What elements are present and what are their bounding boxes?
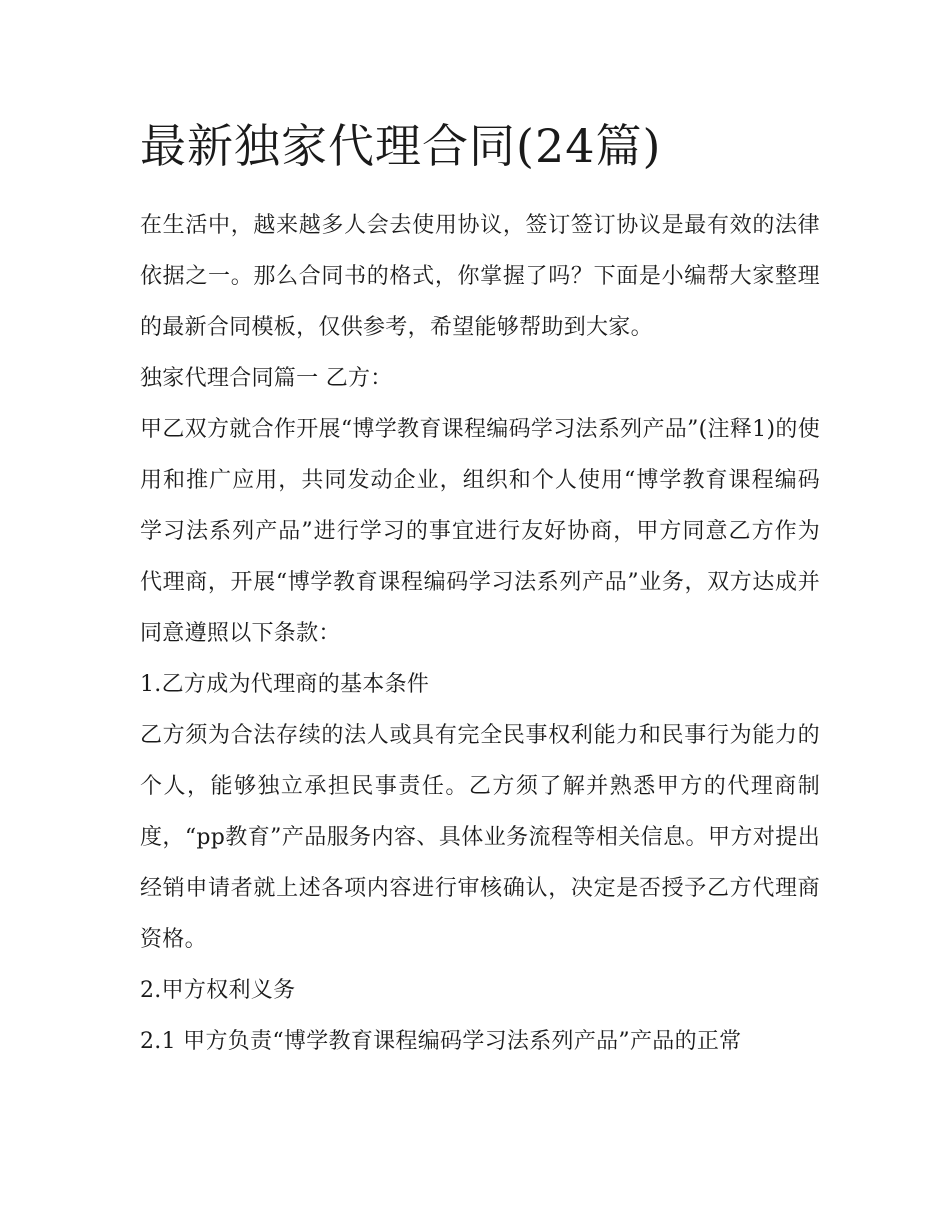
document-page — [140, 112, 820, 1067]
paragraph-section-heading: 独家代理合同篇一 乙方： — [140, 366, 393, 391]
document-body — [140, 200, 820, 1067]
clause-body-2-1: 2.1 甲方负责“博学教育课程编码学习法系列产品”产品的正常 — [140, 1029, 742, 1054]
paragraph-agreement: 甲乙双方就合作开展“博学教育课程编码学习法系列产品”(注释1)的使用和推广应用，共同发动企业，组织和个人使用“博学教育课程编码学习法系列产品”进行学习的事宜进行友好协商，甲方同意乙方作为代理商，开展“博学教育课程编码学习法系列产品”业务，双方达成并同意遵照以下条款： — [140, 417, 820, 646]
paragraph-intro: 在生活中，越来越多人会去使用协议，签订签订协议是最有效的法律依据之一。那么合同书的格式，你掌握了吗？下面是小编帮大家整理的最新合同模板，仅供参考，希望能够帮助到大家。 — [140, 213, 820, 340]
document-title: 最新独家代理合同(24篇) — [140, 119, 662, 173]
clause-heading-2: 2.甲方权利义务 — [140, 978, 296, 1003]
clause-heading-1: 1.乙方成为代理商的基本条件 — [140, 672, 430, 697]
clause-body-1: 乙方须为合法存续的法人或具有完全民事权利能力和民事行为能力的个人，能够独立承担民事责任。乙方须了解并熟悉甲方的代理商制度，“pp教育”产品服务内容、具体业务流程等相关信息。甲方对提出经销申请者就上述各项内容进行审核确认，决定是否授予乙方代理商资格。 — [140, 723, 820, 952]
